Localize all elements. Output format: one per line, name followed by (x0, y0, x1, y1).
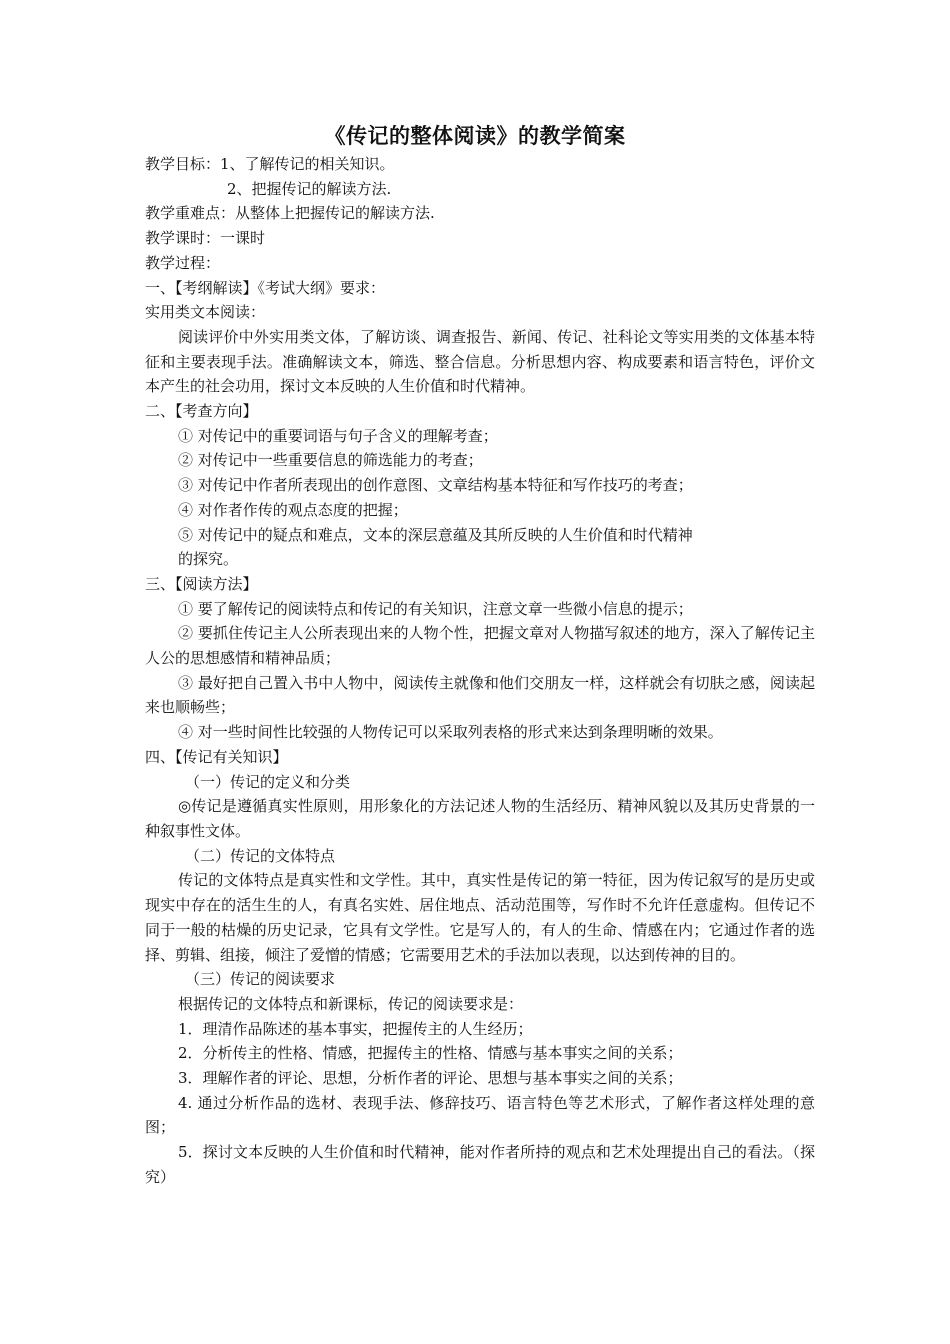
section-4-definition: ◎传记是遵循真实性原则，用形象化的方法记述人物的生活经历、精神风貌以及其历史背景的一种叙事性文体。 (145, 797, 815, 840)
objective-2: 2、把握传记的解读方法. (227, 179, 392, 198)
document-body (145, 152, 815, 1190)
class-hours: 教学课时：一课时 (145, 229, 266, 248)
section-2-item-1: ① 对传记中的重要词语与句子含义的理解考查； (178, 426, 498, 445)
section-3-heading: 三、【阅读方法】 (145, 574, 258, 593)
key-point: 教学重难点：从整体上把握传记的解读方法. (145, 204, 435, 223)
requirement-5: 5．探讨文本反映的人生价值和时代精神，能对作者所持的观点和艺术处理提出自己的看法。（探究） (145, 1143, 815, 1186)
objectives-line (145, 152, 815, 177)
section-2-item-3: ③ 对传记中作者所表现出的创作意图、文章结构基本特征和写作技巧的考查； (178, 476, 693, 495)
section-2-item-2: ② 对传记中一些重要信息的筛选能力的考查； (178, 451, 483, 470)
section-2-item-5: ⑤ 对传记中的疑点和难点，文本的深层意蕴及其所反映的人生价值和时代精神 (178, 525, 693, 544)
section-3-item-1: ① 要了解传记的阅读特点和传记的有关知识，注意文章一些微小信息的提示； (178, 599, 693, 618)
section-4-sub-1: （一）传记的定义和分类 (185, 772, 351, 791)
section-3-item-3: ③ 最好把自己置入书中人物中，阅读传主就像和他们交朋友一样，这样就会有切肤之感，阅读起来也顺畅些； (145, 673, 815, 717)
section-1-paragraph: 阅读评价中外实用类文体，了解访谈、调查报告、新闻、传记、社科论文等实用类的文体基本特征和主要表现手法。准确解读文本，筛选、整合信息。分析思想内容、构成要素和语言特色，评价文本产生的社会功用，探讨文本反映的人生价值和时代精神。 (145, 327, 815, 396)
section-2-heading: 二、【考查方向】 (145, 402, 258, 421)
section-2-item-4: ④ 对作者作传的观点态度的把握； (178, 500, 408, 519)
section-3-item-4: ④ 对一些时间性比较强的人物传记可以采取列表格的形式来达到条理明晰的效果。 (178, 723, 723, 742)
process-label: 教学过程： (145, 253, 221, 272)
requirement-2: 2．分析传主的性格、情感，把握传主的性格、情感与基本事实之间的关系； (178, 1044, 683, 1063)
document-title: 《传记的整体阅读》的教学简案 (324, 123, 626, 148)
section-4-heading: 四、【传记有关知识】 (145, 747, 288, 766)
section-4-sub-2: （二）传记的文体特点 (185, 846, 336, 865)
section-1-heading: 一、【考纲解读】《考试大纲》要求： (145, 278, 386, 297)
section-2-item-5-tail: 的探究。 (178, 550, 239, 569)
requirement-4: 4. 通过分析作品的选材、表现手法、修辞技巧、语言特色等艺术形式，了解作者这样处理的意图； (145, 1093, 815, 1137)
objectives-label: 教学目标： (145, 155, 221, 173)
section-4-features: 传记的文体特点是真实性和文学性。其中，真实性是传记的第一特征，因为传记叙写的是历史或现实中存在的活生生的人，有真名实姓、居住地点、活动范围等，写作时不允许任意虚构。但传记不同于一般的枯燥的历史记录，它具有文学性。它是写人的，有人的生命、情感在内；它通过作者的选择、剪辑、组接，倾注了爱憎的情感；它需要用艺术的手法加以表现，以达到传神的目的。 (145, 871, 815, 964)
section-1-sub: 实用类文本阅读： (145, 303, 266, 322)
section-4-sub-3: （三）传记的阅读要求 (185, 970, 336, 989)
section-4-intro: 根据传记的文体特点和新课标，传记的阅读要求是： (178, 994, 524, 1013)
section-3-item-2: ② 要抓住传记主人公所表现出来的人物个性，把握文章对人物描写叙述的地方，深入了解传记主人公的思想感情和精神品质； (145, 624, 815, 668)
requirement-1: 1．理清作品陈述的基本事实，把握传主的人生经历； (178, 1019, 533, 1038)
requirement-3: 3．理解作者的评论、思想，分析作者的评论、思想与基本事实之间的关系； (178, 1069, 683, 1088)
objective-1: 1、了解传记的相关知识。 (220, 155, 395, 173)
